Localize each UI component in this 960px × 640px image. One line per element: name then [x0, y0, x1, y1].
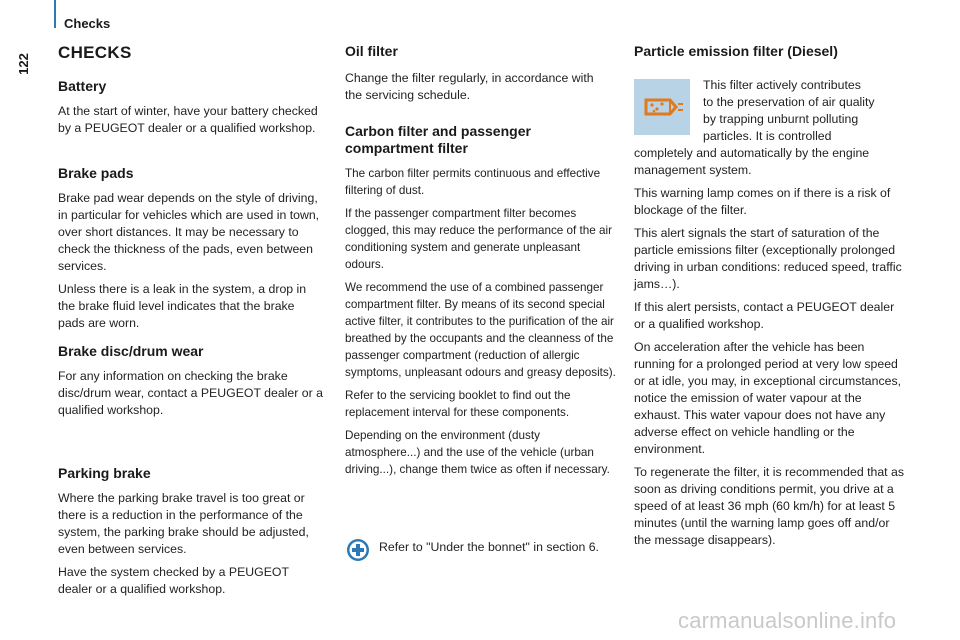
intro-line-3: by trapping unburnt polluting: [703, 112, 859, 126]
particle-filter-p3: This alert signals the start of saturation of the particle emissions filter (exceptionally prolonged driving in urban conditions: reduced speed, traffic jams…).: [634, 226, 902, 291]
brake-pads-text-2: Unless there is a leak in the system, a drop in the brake fluid level indicates that the brake pads are worn.: [58, 282, 307, 330]
carbon-filter-p3: We recommend the use of a combined passenger compartment filter. By means of its second special active filter, it contributes to the purification of the air breathed by the occupants and the cleanness of the passenger compartment (reduction of allergic symptoms, unpleasant odours and greasy deposits).: [345, 281, 616, 379]
carbon-filter-p5: Depending on the environment (dusty atmosphere...) and the use of the vehicle (urban driving...), change them twice as often if necessary.: [345, 429, 610, 476]
parking-brake-heading: Parking brake: [58, 465, 151, 481]
page-title: [58, 43, 132, 63]
particle-filter-heading: Particle emission filter (Diesel): [634, 43, 838, 59]
particle-filter-heading-wrap: [634, 43, 908, 60]
watermark: carmanualsonline.info: [678, 608, 897, 633]
particle-filter-intro: [703, 77, 909, 145]
brake-pads-text-1: Brake pad wear depends on the style of driving, in particular for vehicles which are used in town, over short distances. It may be necessary to check the thickness of the pads, even between services.: [58, 191, 320, 273]
particle-filter-p5: On acceleration after the vehicle has been running for a prolonged period at very low speed or at idle, you may, in exceptional circumstances, notice the emission of water vapour at the exhaust. This water vapour does not have any adverse effect on vehicle handling or the environment.: [634, 340, 902, 456]
intro-line-4: particles. It is controlled: [703, 129, 832, 143]
oil-filter-section: [345, 43, 605, 104]
oil-filter-text: Change the filter regularly, in accordance with the servicing schedule.: [345, 71, 594, 102]
running-head: Checks: [64, 16, 111, 31]
parking-brake-text-2: Have the system checked by a PEUGEOT dealer or a qualified workshop.: [58, 565, 289, 596]
parking-brake-text-1: Where the parking brake travel is too great or there is a reduction in the performance of the system, the parking brake should be adjusted, even between services.: [58, 491, 309, 556]
note-text-wrap: [379, 539, 619, 556]
battery-heading: Battery: [58, 78, 107, 94]
intro-line-2: to the preservation of air quality: [703, 95, 875, 109]
particle-filter-body: [634, 145, 908, 549]
header-accent-bar: [54, 0, 56, 28]
particle-filter-p2: This warning lamp comes on if there is a risk of blockage of the filter.: [634, 186, 891, 217]
intro-rest: completely and automatically by the engine management system.: [634, 146, 870, 177]
particle-filter-p6: To regenerate the filter, it is recommended that as soon as driving conditions permit, you drive at a speed of at least 36 mph (60 km/h) for at least 5 minutes (until the warning lamp goes off and/or the message disappears).: [634, 465, 904, 547]
carbon-filter-p4: Refer to the servicing booklet to find out the replacement interval for these components.: [345, 389, 571, 419]
intro-line-1: This filter actively contributes: [703, 78, 861, 92]
brake-disc-heading: Brake disc/drum wear: [58, 343, 204, 359]
oil-filter-heading: Oil filter: [345, 43, 398, 59]
parking-brake-section: [58, 465, 324, 598]
battery-text: At the start of winter, have your battery checked by a PEUGEOT dealer or a qualified workshop.: [58, 104, 318, 135]
plus-info-icon: [346, 538, 370, 562]
brake-pads-heading: Brake pads: [58, 165, 134, 181]
carbon-filter-p2: If the passenger compartment filter becomes clogged, this may reduce the performance of the air conditioning system and generate unpleasant odours.: [345, 207, 613, 271]
carbon-filter-section: [345, 123, 617, 478]
page-title-text: CHECKS: [58, 43, 132, 62]
brake-pads-section: [58, 165, 324, 332]
brake-disc-text: For any information on checking the brake disc/drum wear, contact a PEUGEOT dealer or a qualified workshop.: [58, 369, 323, 417]
particle-filter-warning-icon: [634, 79, 690, 135]
carbon-filter-heading: Carbon filter and passenger compartment filter: [345, 123, 531, 156]
carbon-filter-p1: The carbon filter permits continuous and effective filtering of dust.: [345, 167, 601, 197]
note-text: Refer to "Under the bonnet" in section 6.: [379, 540, 599, 554]
particle-filter-p4: If this alert persists, contact a PEUGEOT dealer or a qualified workshop.: [634, 300, 895, 331]
page-number: 122: [16, 53, 31, 75]
battery-section: [58, 78, 324, 137]
brake-disc-section: [58, 343, 324, 419]
